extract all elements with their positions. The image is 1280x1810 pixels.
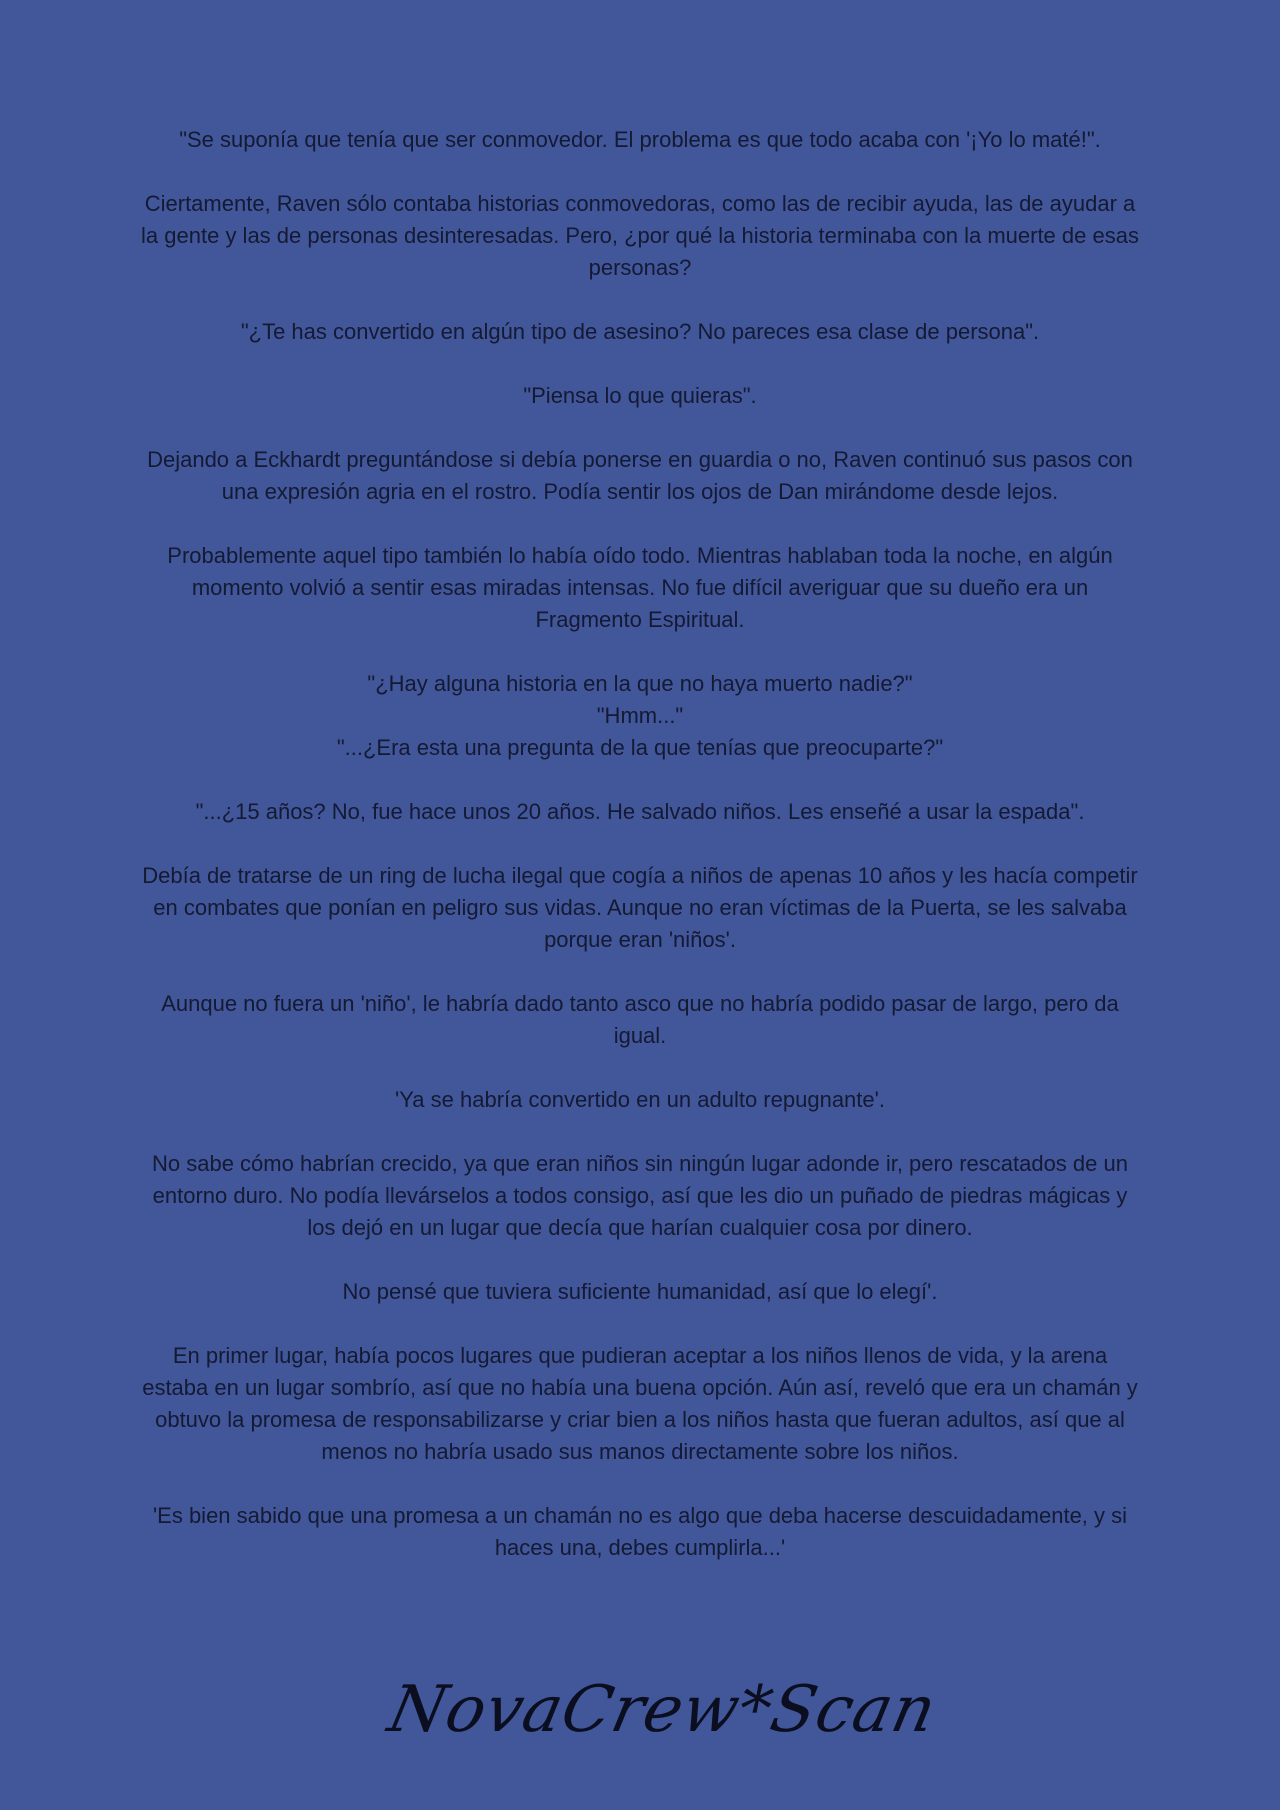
- paragraph: Dejando a Eckhardt preguntándose si debía ponerse en guardia o no, Raven continuó sus pasos con una expresión agria en el rostro. Podía sentir los ojos de Dan mirándome desde lejos.: [147, 447, 1133, 504]
- paragraph: 'Ya se habría convertido en un adulto repugnante'.: [395, 1087, 885, 1112]
- dialogue-line: "Hmm...": [596, 703, 684, 728]
- scanlation-signature-logo: NovaCrew*Scan: [382, 1673, 943, 1747]
- text-column: [140, 124, 1140, 1564]
- paragraph: Aunque no fuera un 'niño', le habría dado tanto asco que no habría podido pasar de largo, pero da igual.: [161, 991, 1119, 1048]
- paragraph: "¿Te has convertido en algún tipo de asesino? No pareces esa clase de persona".: [240, 319, 1040, 344]
- dialogue-line: "...¿Era esta una pregunta de la que tenías que preocuparte?": [336, 735, 944, 760]
- paragraph: Ciertamente, Raven sólo contaba historias conmovedoras, como las de recibir ayuda, las de ayudar a la gente y las de personas desinteresadas. Pero, ¿por qué la historia terminaba con la muerte de esas personas?: [141, 191, 1139, 280]
- paragraph: No sabe cómo habrían crecido, ya que eran niños sin ningún lugar adonde ir, pero rescatados de un entorno duro. No podía llevárselos a todos consigo, así que les dio un puñado de piedras mágicas y los dejó en un lugar que decía que harían cualquier cosa por dinero.: [152, 1151, 1128, 1240]
- paragraph: "Piensa lo que quieras".: [523, 383, 757, 408]
- paragraph: "Se suponía que tenía que ser conmovedor. El problema es que todo acaba con '¡Yo lo maté!".: [179, 127, 1101, 152]
- paragraph: No pensé que tuviera suficiente humanidad, así que lo elegí'.: [342, 1279, 938, 1304]
- paragraph: "...¿15 años? No, fue hace unos 20 años. He salvado niños. Les enseñé a usar la espada".: [195, 799, 1085, 824]
- paragraph: Debía de tratarse de un ring de lucha ilegal que cogía a niños de apenas 10 años y les hacía competir en combates que ponían en peligro sus vidas. Aunque no eran víctimas de la Puerta, se les salvaba porque eran 'niños'.: [142, 863, 1138, 952]
- dialogue-line: "¿Hay alguna historia en la que no haya muerto nadie?": [367, 671, 913, 696]
- paragraph: En primer lugar, había pocos lugares que pudieran aceptar a los niños llenos de vida, y la arena estaba en un lugar sombrío, así que no había una buena opción. Aún así, reveló que era un chamán y obtuvo la promesa de responsabilizarse y criar bien a los niños hasta que fueran adultos, así que al menos no habría usado sus manos directamente sobre los niños.: [142, 1343, 1138, 1464]
- paragraph: 'Es bien sabido que una promesa a un chamán no es algo que deba hacerse descuidadamente, y si haces una, debes cumplirla...': [152, 1503, 1128, 1560]
- paragraph: Probablemente aquel tipo también lo había oído todo. Mientras hablaban toda la noche, en algún momento volvió a sentir esas miradas intensas. No fue difícil averiguar que su dueño era un Fragmento Espiritual.: [167, 543, 1113, 632]
